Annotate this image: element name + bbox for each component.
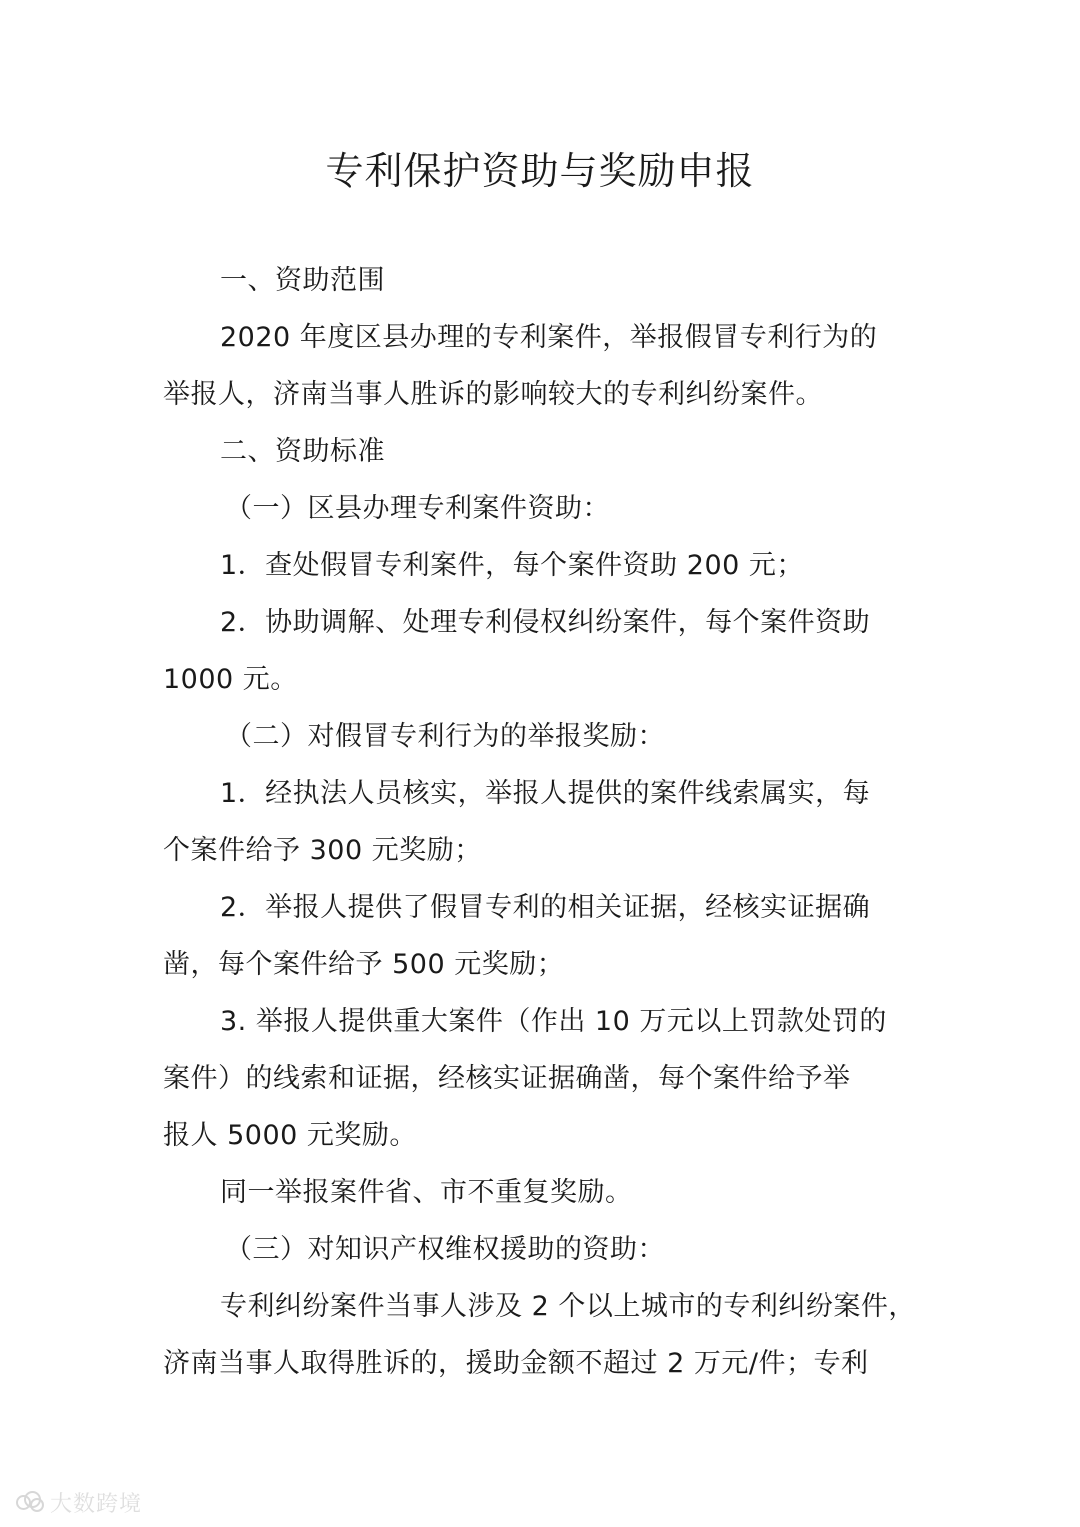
text-line: 举报人，济南当事人胜诉的影响较大的专利纠纷案件。	[163, 379, 823, 410]
text-line: 个案件给予 300 元奖励；	[163, 835, 482, 866]
watermark-text: 大数跨境	[50, 1491, 143, 1517]
text-line: 1000 元。	[163, 664, 298, 695]
document-body	[163, 252, 953, 1392]
text-line: （一）区县办理专利案件资助：	[225, 493, 610, 524]
watermark	[16, 1487, 142, 1517]
text-line: 3. 举报人提供重大案件（作出 10 万元以上罚款处罚的	[220, 1006, 887, 1037]
text-line: 2．举报人提供了假冒专利的相关证据，经核实证据确	[220, 892, 871, 923]
text-line: （三）对知识产权维权援助的资助：	[225, 1234, 665, 1265]
text-line: 2．协助调解、处理专利侵权纠纷案件，每个案件资助	[220, 607, 871, 638]
text-line: 二、资助标准	[220, 436, 385, 467]
text-line: 专利纠纷案件当事人涉及 2 个以上城市的专利纠纷案件，	[220, 1291, 916, 1322]
text-line: 报人 5000 元奖励。	[163, 1120, 417, 1151]
text-line: 一、资助范围	[220, 265, 385, 296]
text-line: 案件）的线索和证据，经核实证据确凿，每个案件给予举	[163, 1063, 851, 1094]
text-line: 凿，每个案件给予 500 元奖励；	[163, 949, 565, 980]
text-line: （二）对假冒专利行为的举报奖励：	[225, 721, 665, 752]
text-line: 同一举报案件省、市不重复奖励。	[220, 1177, 633, 1208]
text-line: 2020 年度区县办理的专利案件，举报假冒专利行为的	[220, 322, 878, 353]
text-line: 1．经执法人员核实，举报人提供的案件线索属实，每	[220, 778, 871, 809]
ring-logo-icon	[16, 1491, 44, 1513]
document-title: 专利保护资助与奖励申报	[325, 149, 755, 193]
text-line: 1．查处假冒专利案件，每个案件资助 200 元；	[220, 550, 804, 581]
text-line: 济南当事人取得胜诉的，援助金额不超过 2 万元/件；专利	[163, 1348, 869, 1379]
